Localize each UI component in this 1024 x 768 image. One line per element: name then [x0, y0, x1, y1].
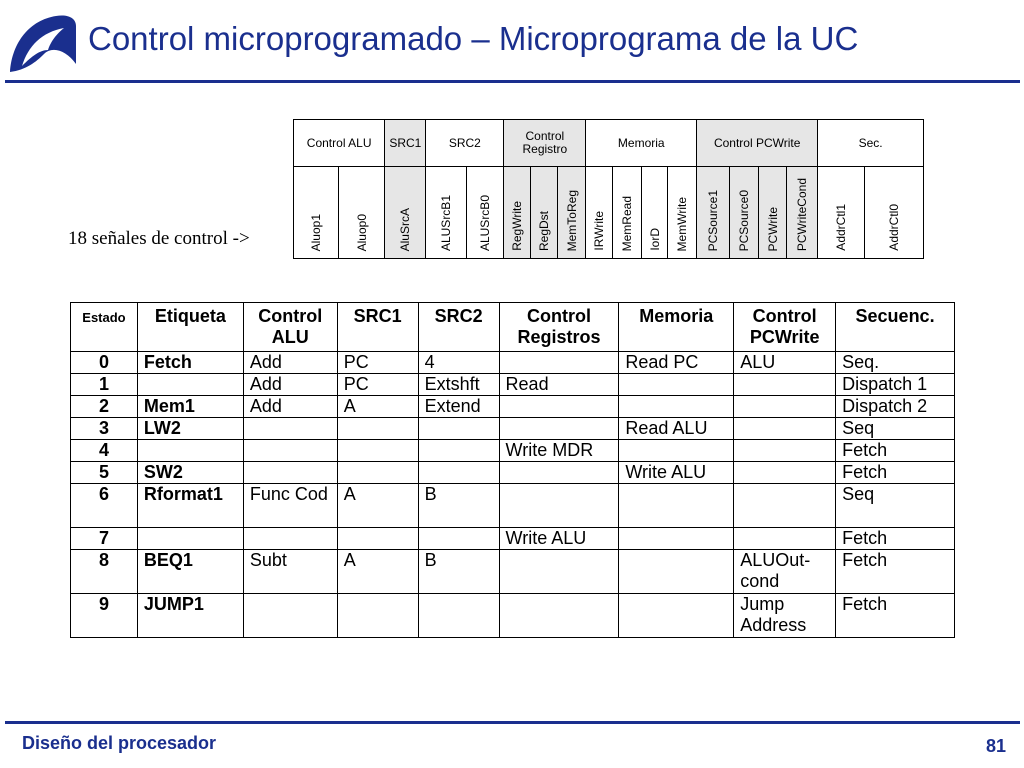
cell-control-pcwrite: [734, 484, 836, 528]
cell-src1: [337, 594, 418, 638]
cell-estado: 3: [71, 418, 138, 440]
cell-src1: [337, 528, 418, 550]
signal-name: AluSrcA: [398, 207, 413, 251]
signal-name: RegWrite: [510, 201, 525, 251]
cell-src1: A: [337, 550, 418, 594]
cell-etiqueta: BEQ1: [137, 550, 243, 594]
cell-src1: PC: [337, 352, 418, 374]
cell-etiqueta: [137, 374, 243, 396]
cell-secuenc: Seq: [836, 418, 955, 440]
table-row: [71, 528, 955, 550]
signal-cell: [641, 167, 668, 259]
signal-cell: [339, 167, 385, 259]
cell-etiqueta: Rformat1: [137, 484, 243, 528]
cell-control-registros: Read: [499, 374, 619, 396]
signal-cell: [426, 167, 467, 259]
signal-name: RegDst: [536, 210, 551, 251]
footer-course-title: Diseño del procesador: [22, 733, 217, 753]
cell-control-pcwrite: [734, 440, 836, 462]
cell-secuenc: Seq.: [836, 352, 955, 374]
header-control-alu: Control ALU: [243, 303, 337, 352]
cell-etiqueta: Mem1: [137, 396, 243, 418]
cell-estado: 6: [71, 484, 138, 528]
signal-name: AddrCtl1: [834, 204, 849, 251]
cell-src2: [418, 462, 499, 484]
cell-src1: [337, 418, 418, 440]
cell-estado: 5: [71, 462, 138, 484]
signal-name: MemToReg: [564, 189, 579, 251]
table-row: [71, 440, 955, 462]
cell-estado: 9: [71, 594, 138, 638]
cell-control-alu: [243, 418, 337, 440]
cell-src2: 4: [418, 352, 499, 374]
header-control-pcwrite: Control PCWrite: [734, 303, 836, 352]
cell-etiqueta: Fetch: [137, 352, 243, 374]
cell-src2: B: [418, 550, 499, 594]
cell-src2: Extend: [418, 396, 499, 418]
signal-name: Aluop1: [309, 213, 324, 251]
table-row: [71, 352, 955, 374]
cell-control-pcwrite: Jump Address: [734, 594, 836, 638]
table-row: [71, 374, 955, 396]
slide-title: Control microprogramado – Microprograma de la UC: [88, 20, 859, 57]
cell-memoria: [619, 396, 734, 418]
signal-cell: [530, 167, 557, 259]
cell-etiqueta: LW2: [137, 418, 243, 440]
cell-memoria: Read PC: [619, 352, 734, 374]
cell-control-pcwrite: [734, 462, 836, 484]
table-row: [71, 594, 955, 638]
cell-control-registros: [499, 550, 619, 594]
cell-memoria: [619, 440, 734, 462]
cell-estado: 0: [71, 352, 138, 374]
signal-cell: [613, 167, 642, 259]
group-memoria: Memoria: [586, 120, 697, 167]
header-memoria: Memoria: [619, 303, 734, 352]
cell-control-pcwrite: [734, 418, 836, 440]
cell-secuenc: Fetch: [836, 440, 955, 462]
footer-divider: [5, 721, 1020, 724]
cell-src1: A: [337, 484, 418, 528]
cell-control-alu: Add: [243, 374, 337, 396]
signal-name: ALUSrcB1: [439, 194, 454, 251]
microprogram-table: [70, 302, 955, 638]
cell-memoria: Write ALU: [619, 462, 734, 484]
group-sec: Sec.: [818, 120, 924, 167]
group-control-pcwrite: Control PCWrite: [697, 120, 818, 167]
cell-control-registros: [499, 396, 619, 418]
header-secuenc: Secuenc.: [836, 303, 955, 352]
cell-estado: 8: [71, 550, 138, 594]
table-row: [71, 550, 955, 594]
cell-control-pcwrite: [734, 528, 836, 550]
cell-control-pcwrite: ALUOut-cond: [734, 550, 836, 594]
cell-control-alu: Subt: [243, 550, 337, 594]
cell-src2: B: [418, 484, 499, 528]
cell-etiqueta: SW2: [137, 462, 243, 484]
cell-src1: [337, 440, 418, 462]
cell-control-alu: [243, 594, 337, 638]
signal-name: PCWriteCond: [795, 177, 810, 251]
cell-secuenc: Fetch: [836, 528, 955, 550]
table-row: [71, 396, 955, 418]
cell-estado: 1: [71, 374, 138, 396]
header-src2: SRC2: [418, 303, 499, 352]
cell-estado: 2: [71, 396, 138, 418]
cell-control-registros: Write ALU: [499, 528, 619, 550]
cell-secuenc: Fetch: [836, 550, 955, 594]
cell-secuenc: Dispatch 1: [836, 374, 955, 396]
group-src1: SRC1: [385, 120, 426, 167]
cell-control-pcwrite: [734, 374, 836, 396]
cell-etiqueta: [137, 440, 243, 462]
cell-control-registros: [499, 352, 619, 374]
cell-secuenc: Fetch: [836, 462, 955, 484]
signal-name: MemRead: [619, 195, 634, 251]
cell-src1: [337, 462, 418, 484]
cell-src2: Extshft: [418, 374, 499, 396]
cell-memoria: [619, 594, 734, 638]
cell-memoria: [619, 484, 734, 528]
signal-name: MemWrite: [675, 196, 690, 251]
cell-control-alu: [243, 528, 337, 550]
cell-estado: 4: [71, 440, 138, 462]
cell-control-alu: Add: [243, 352, 337, 374]
header-estado: Estado: [71, 303, 138, 352]
cell-memoria: [619, 528, 734, 550]
cell-src2: [418, 528, 499, 550]
signal-name: ALUSrcB0: [478, 194, 493, 251]
signal-cell: [504, 167, 531, 259]
cell-secuenc: Fetch: [836, 594, 955, 638]
signal-cell: [865, 167, 924, 259]
logo-icon: [4, 12, 78, 80]
title-divider: [5, 80, 1020, 83]
table-row: [71, 418, 955, 440]
cell-memoria: [619, 374, 734, 396]
cell-src1: PC: [337, 374, 418, 396]
signal-cell: [787, 167, 818, 259]
cell-control-pcwrite: [734, 396, 836, 418]
signal-cell: [818, 167, 865, 259]
cell-src2: [418, 594, 499, 638]
cell-control-alu: [243, 462, 337, 484]
cell-secuenc: Dispatch 2: [836, 396, 955, 418]
cell-src1: A: [337, 396, 418, 418]
cell-control-registros: [499, 418, 619, 440]
signal-cell: [668, 167, 697, 259]
group-src2: SRC2: [426, 120, 504, 167]
table-row: [71, 462, 955, 484]
cell-control-registros: [499, 594, 619, 638]
signal-cell: [586, 167, 613, 259]
table-header-row: [71, 303, 955, 352]
cell-secuenc: Seq: [836, 484, 955, 528]
cell-estado: 7: [71, 528, 138, 550]
signal-cell: [758, 167, 787, 259]
signal-name: IorD: [647, 228, 662, 251]
signal-name: PCSource1: [706, 189, 721, 251]
signal-cell: [557, 167, 586, 259]
table-row: [71, 484, 955, 528]
cell-control-registros: Write MDR: [499, 440, 619, 462]
cell-memoria: Read ALU: [619, 418, 734, 440]
cell-control-alu: Add: [243, 396, 337, 418]
signal-name: PCSource0: [736, 189, 751, 251]
signal-count-note: 18 señales de control ->: [68, 228, 250, 249]
cell-etiqueta: [137, 528, 243, 550]
group-control-registro: Control Registro: [504, 120, 586, 167]
header-control-registros: Control Registros: [499, 303, 619, 352]
group-control-alu: Control ALU: [294, 120, 385, 167]
cell-control-pcwrite: ALU: [734, 352, 836, 374]
cell-control-alu: Func Cod: [243, 484, 337, 528]
signal-cell: [385, 167, 426, 259]
signal-name: IRWrite: [592, 211, 607, 251]
cell-src2: [418, 440, 499, 462]
header-src1: SRC1: [337, 303, 418, 352]
signal-name: Aluop0: [354, 213, 369, 251]
cell-memoria: [619, 550, 734, 594]
cell-etiqueta: JUMP1: [137, 594, 243, 638]
signal-name: PCWrite: [765, 206, 780, 251]
signal-cell: [294, 167, 339, 259]
signal-cell: [729, 167, 758, 259]
signal-cell: [467, 167, 504, 259]
cell-src2: [418, 418, 499, 440]
cell-control-alu: [243, 440, 337, 462]
cell-control-registros: [499, 462, 619, 484]
header-etiqueta: Etiqueta: [137, 303, 243, 352]
signal-name: AddrCtl0: [887, 204, 902, 251]
control-signals-table: [293, 119, 924, 259]
cell-control-registros: [499, 484, 619, 528]
signal-cell: [697, 167, 730, 259]
page-number: 81: [986, 736, 1007, 756]
